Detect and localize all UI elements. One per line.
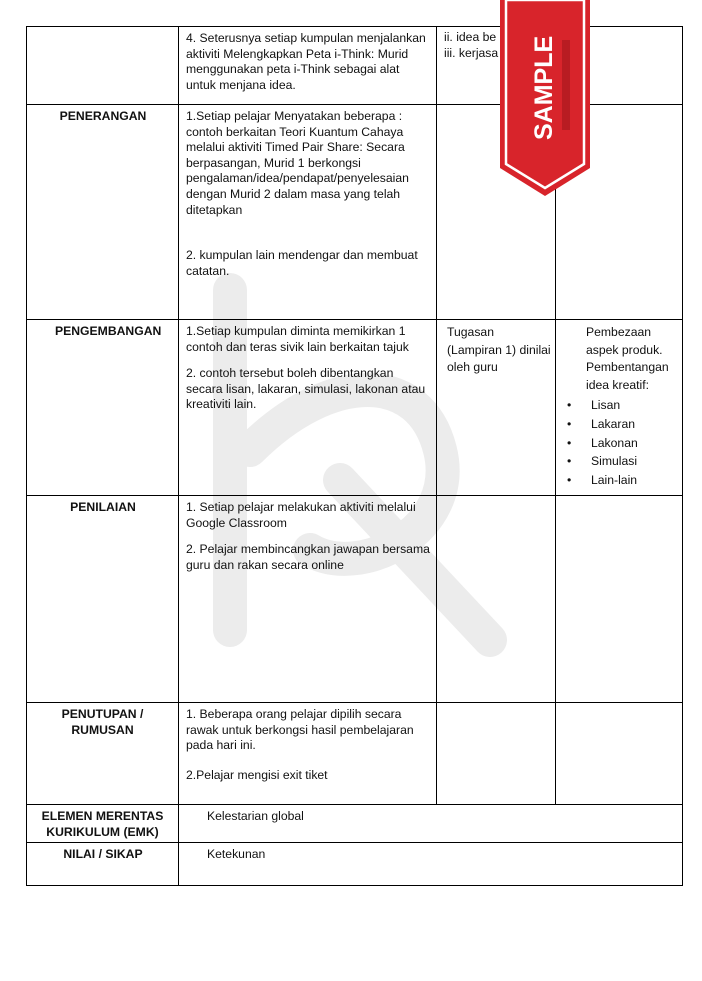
notes-cell [556,320,683,496]
notes-cell [556,496,683,703]
activity-text: 2. kumpulan lain mendengar dan membuat catatan. [186,248,418,278]
emk-value: Kelestarian global [179,805,683,843]
table-row [27,496,683,703]
bullet-icon: • [567,398,572,412]
list-item: • Lakaran [562,415,676,434]
activity-text: 1. Beberapa orang pelajar dipilih secara rawak untuk berkongsi hasil pembelajaran pada hari ini. [186,707,414,753]
activity-text: 1.Setiap pelajar Menyatakan beberapa : contoh berkaitan Teori Kuantum Cahaya melalui aktiviti Timed Pair Share: Secara berpasangan, Murid 1 berkongsi pengalaman/idea/pendapat/penyelesaian dengan Murid 2 dalam masa yang telah ditetapkan [186,109,409,217]
emk-label: ELEMEN MERENTAS KURIKULUM (EMK) [27,805,179,843]
list-item: • Lain-lain [562,471,676,490]
assessment-cell [437,703,556,805]
activity-text: 2. contoh tersebut boleh dibentangkan secara lisan, lakaran, simulasi, lakonan atau kreativiti lain. [186,366,426,412]
phase-label [27,27,179,105]
phase-label: PENUTUPAN / RUMUSAN [27,703,179,805]
activity-cell [179,320,437,496]
bullet-icon: • [567,454,572,469]
phase-label: PENERANGAN [27,105,179,320]
activity-text: 2.Pelajar mengisi exit tiket [186,767,328,782]
list-item: • Lisan [562,396,676,415]
notes-intro: Pembezaan aspek produk. Pembentangan idea kreatif: [586,325,669,392]
activity-cell [179,496,437,703]
notes-list [562,396,676,490]
activity-cell [179,105,437,320]
activity-text: 4. Seterusnya setiap kumpulan menjalankan aktiviti Melengkapkan Peta i-Think: Murid menggunakan peta i-Think sebagai alat untuk menjana idea. [186,31,426,92]
table-row [27,703,683,805]
activity-text: 1. Setiap pelajar melakukan aktiviti melalui Google Classroom [186,500,416,530]
notes-cell [556,703,683,805]
list-item: • Lakonan [562,434,676,453]
bullet-icon: • [567,416,572,431]
nilai-value: Ketekunan [179,843,683,886]
assessment-text: ii. idea be [444,30,497,44]
activity-text: 1.Setiap kumpulan diminta memikirkan 1 contoh dan teras sivik lain berkaitan tajuk [186,324,409,354]
assessment-cell [437,496,556,703]
phase-label-text: PENGEMBANGAN [55,324,162,338]
table-row [27,843,683,886]
bullet-icon: • [567,473,572,488]
bullet-icon: • [567,435,572,450]
assessment-cell [437,320,556,496]
table-row [27,805,683,843]
ribbon-text: SAMPLE [530,35,558,140]
activity-cell [179,703,437,805]
list-item: • Simulasi [562,452,676,471]
assessment-text: Tugasan (Lampiran 1) dinilai oleh guru [447,325,551,374]
phase-label: PENILAIAN [27,496,179,703]
activity-text: 2. Pelajar membincangkan jawapan bersama guru dan rakan secara online [186,542,430,572]
phase-label [27,320,179,496]
table-row [27,320,683,496]
nilai-label: NILAI / SIKAP [27,843,179,886]
sample-ribbon [498,0,592,196]
activity-cell [179,27,437,105]
assessment-text: iii. kerjasa [444,45,499,60]
